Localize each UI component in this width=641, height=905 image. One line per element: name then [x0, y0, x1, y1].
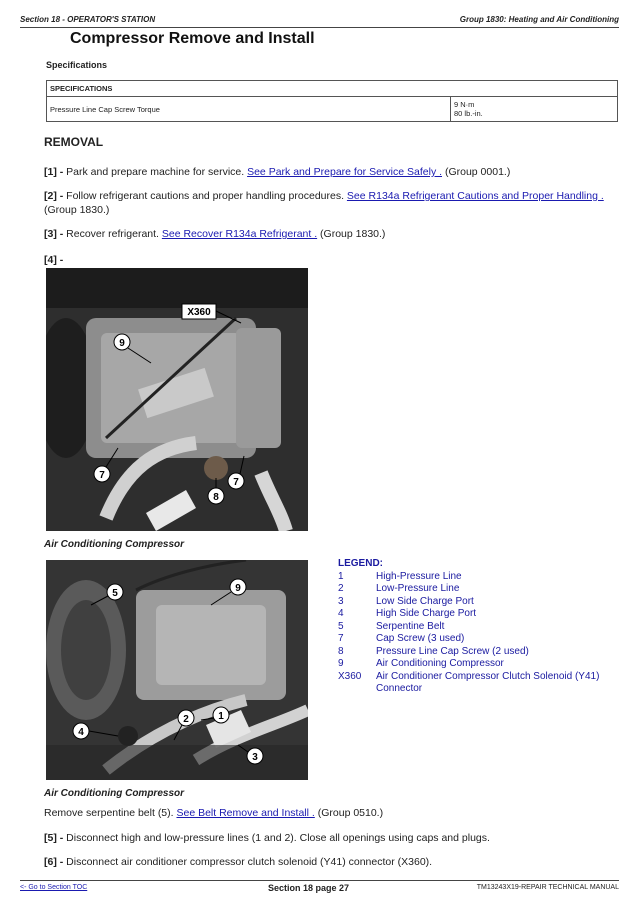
step-4-text: [44, 806, 620, 820]
legend-item: [338, 608, 616, 621]
callout-7a: 7: [99, 470, 105, 481]
section-label: Section 18 - OPERATOR'S STATION: [20, 15, 156, 24]
step-number: [4] -: [44, 254, 64, 266]
step-tail: (Group 0510.): [314, 807, 384, 819]
park-prepare-link[interactable]: See Park and Prepare for Service Safely .: [247, 166, 443, 178]
figure-2-caption: Air Conditioning Compressor: [44, 788, 184, 799]
step-2: [44, 189, 620, 217]
spec-table-header: SPECIFICATIONS: [47, 81, 618, 97]
legend-item: [338, 633, 616, 646]
step-number: [3] -: [44, 228, 64, 240]
compressor-photo-1: [46, 268, 308, 531]
step-text: Park and prepare machine for service.: [63, 166, 248, 178]
step-5: [44, 831, 620, 845]
legend-desc: Air Conditioning Compressor: [376, 658, 504, 669]
legend-desc: Pressure Line Cap Screw (2 used): [376, 645, 529, 657]
legend-item: [338, 646, 616, 659]
step-number: [6] -: [44, 856, 64, 868]
legend-num: 2: [338, 583, 344, 594]
legend-item: [338, 596, 616, 609]
legend-item: [338, 621, 616, 634]
page-number: Section 18 page 27: [268, 883, 350, 893]
callout-7b: 7: [233, 477, 239, 488]
recover-refrigerant-link[interactable]: See Recover R134a Refrigerant .: [161, 228, 318, 240]
legend-desc: Low-Pressure Line: [376, 583, 460, 594]
legend-num: 5: [338, 620, 344, 632]
compressor-illustration-2: [46, 560, 308, 780]
callout-3: 3: [252, 752, 258, 763]
page-title: Compressor Remove and Install: [70, 30, 315, 47]
step-text: Disconnect high and low-pressure lines (1 and 2). Close all openings using caps and plugs.: [63, 832, 490, 844]
legend-num: 7: [338, 633, 344, 644]
specifications-heading: Specifications: [46, 60, 108, 70]
page-header: [20, 13, 619, 28]
legend-item: [338, 658, 616, 671]
legend-num: 8: [338, 645, 344, 657]
callout-9: 9: [235, 583, 241, 594]
removal-heading: REMOVAL: [44, 135, 104, 149]
group-label: Group 1830: Heating and Air Conditioning: [459, 15, 619, 24]
callout-1: 1: [218, 711, 224, 722]
belt-remove-install-link[interactable]: See Belt Remove and Install .: [176, 807, 315, 819]
step-text: Follow refrigerant cautions and proper handling procedures.: [63, 190, 347, 202]
step-6: [44, 855, 620, 869]
callout-5: 5: [112, 588, 118, 599]
legend-num: 3: [338, 595, 344, 607]
compressor-photo-2: [46, 560, 308, 780]
specifications-table: [46, 80, 618, 122]
callout-2: 2: [183, 714, 189, 725]
step-number: [5] -: [44, 832, 64, 844]
step-text: Recover refrigerant.: [63, 228, 162, 240]
callout-9: 9: [119, 338, 125, 349]
legend-num: X360: [338, 670, 362, 682]
legend-desc: Serpentine Belt: [376, 620, 445, 632]
spec-value: [451, 97, 618, 122]
legend: [338, 558, 616, 696]
legend-item: [338, 571, 616, 584]
spec-value-imperial: 80 lb.-in.: [454, 109, 483, 118]
callout-8: 8: [213, 492, 219, 503]
callout-x360: X360: [187, 307, 211, 318]
legend-num: 4: [338, 608, 344, 619]
step-1: [44, 165, 620, 179]
legend-num: 9: [338, 658, 344, 669]
legend-desc: Air Conditioner Compressor Clutch Solenoid (Y41) Connector: [376, 670, 600, 694]
step-tail: (Group 1830.): [44, 204, 110, 216]
legend-num: 1: [338, 570, 344, 582]
legend-desc: Cap Screw (3 used): [376, 633, 465, 644]
step-text: Remove serpentine belt (5).: [44, 807, 177, 819]
figure-1-caption: Air Conditioning Compressor: [44, 539, 184, 550]
step-tail: (Group 1830.): [317, 228, 386, 240]
step-text: Disconnect air conditioner compressor clutch solenoid (Y41) connector (X360).: [63, 856, 433, 868]
manual-name: TM13243X19-REPAIR TECHNICAL MANUAL: [476, 884, 619, 891]
spec-value-metric: 9 N·m: [454, 100, 475, 109]
step-number: [1] -: [44, 166, 64, 178]
legend-heading: LEGEND:: [338, 558, 383, 569]
legend-item: [338, 583, 616, 596]
compressor-illustration-1: [46, 268, 308, 531]
legend-desc: Low Side Charge Port: [376, 595, 474, 607]
spec-label: Pressure Line Cap Screw Torque: [47, 97, 451, 122]
page-footer: [20, 880, 619, 893]
legend-desc: High Side Charge Port: [376, 608, 477, 619]
step-4: [44, 253, 620, 267]
step-3: [44, 227, 620, 241]
legend-desc: High-Pressure Line: [376, 570, 462, 582]
step-tail: (Group 0001.): [442, 166, 511, 178]
refrigerant-cautions-link[interactable]: See R134a Refrigerant Cautions and Proper Handling .: [346, 190, 604, 202]
legend-item: [338, 671, 616, 696]
table-row: [47, 97, 618, 122]
callout-4: 4: [78, 727, 84, 738]
go-to-section-toc-link[interactable]: <- Go to Section TOC: [20, 884, 88, 891]
step-number: [2] -: [44, 190, 64, 202]
